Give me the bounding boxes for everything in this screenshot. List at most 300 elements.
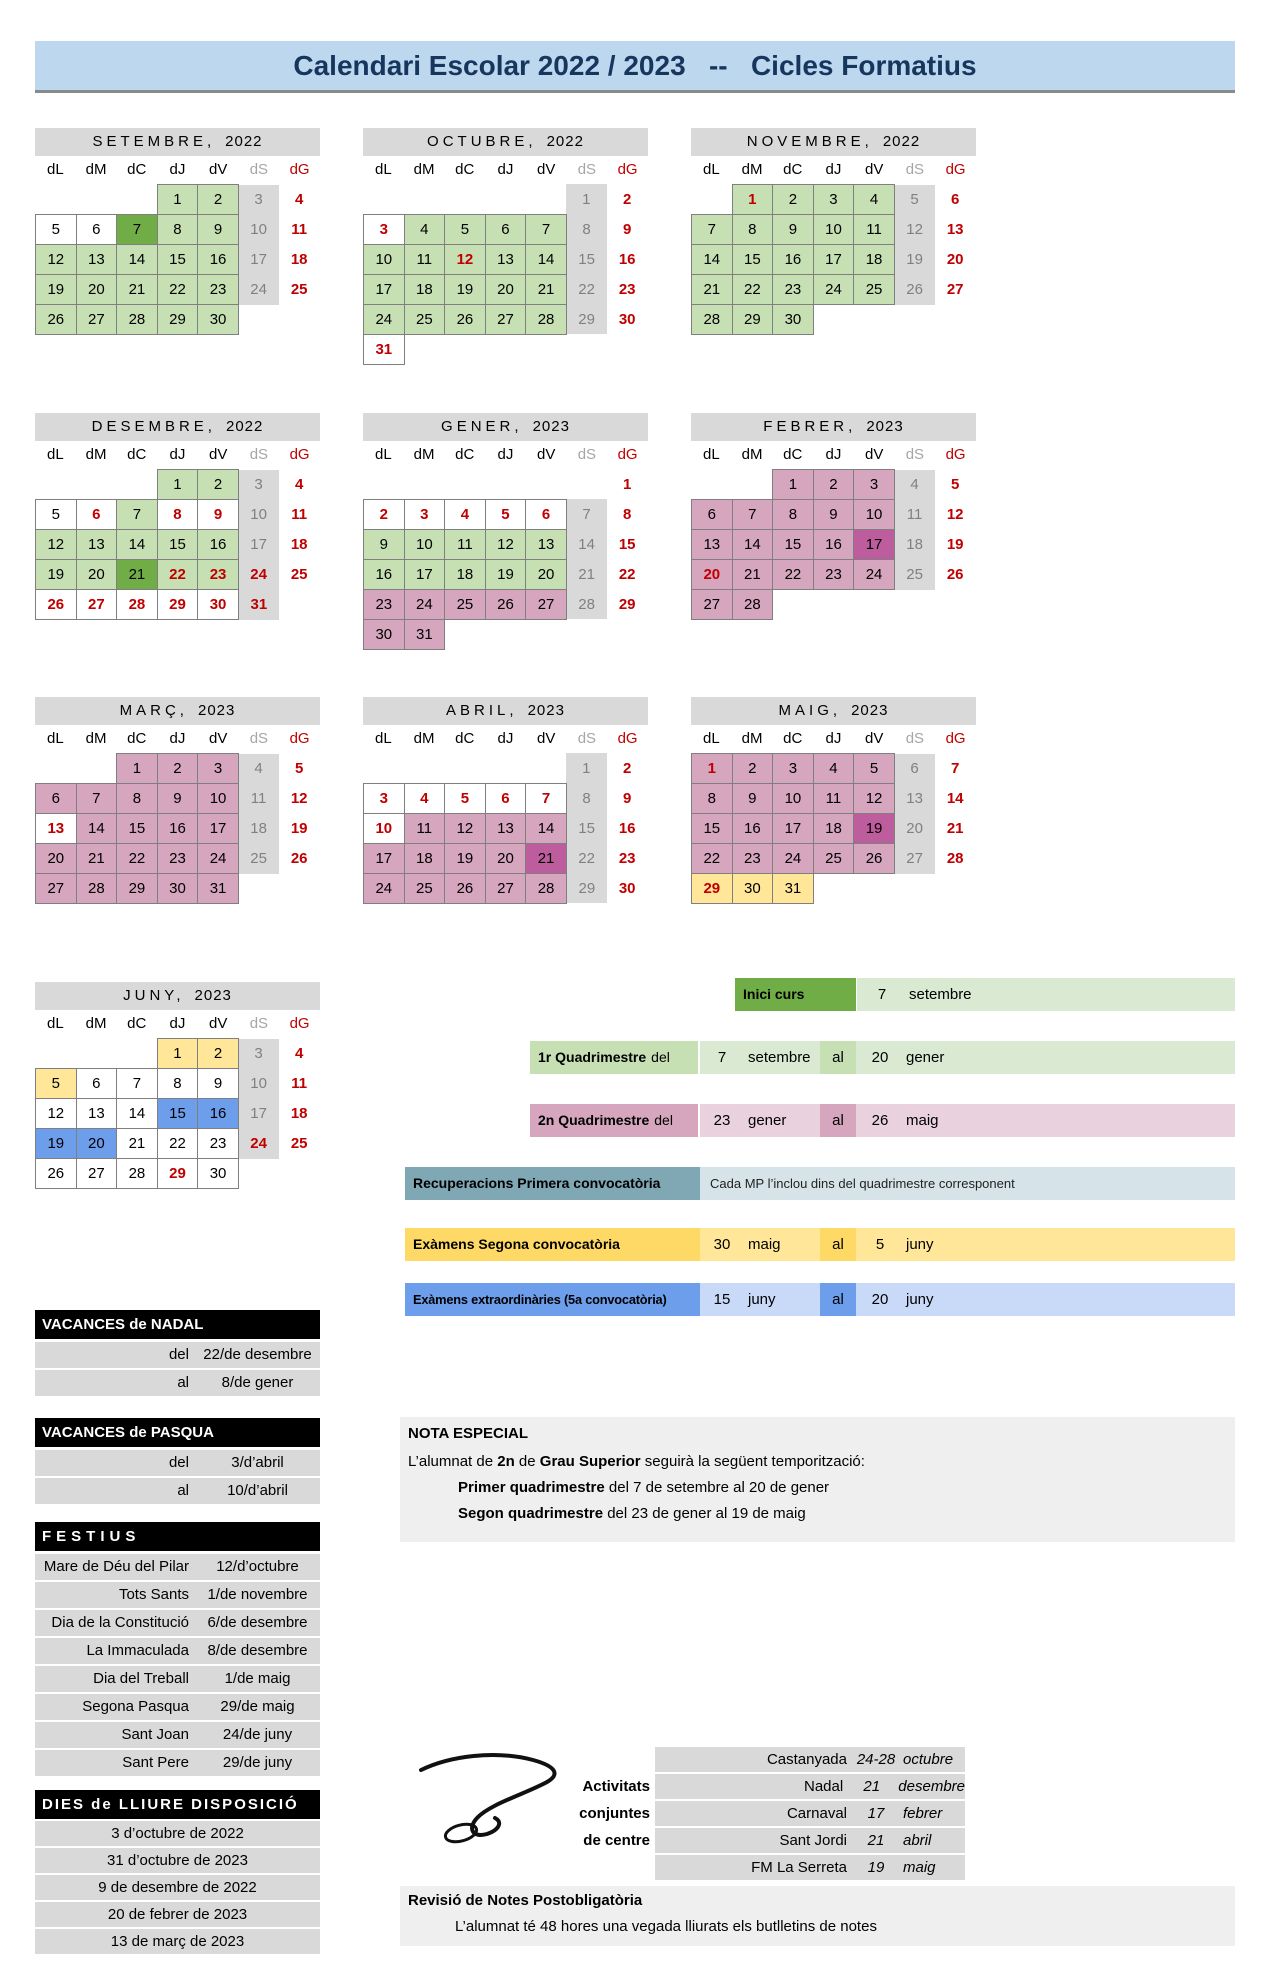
month-octubre [363,128,648,365]
weekday-label: dL [375,730,392,747]
month-title: MARÇ, 2023 [35,697,320,725]
day-cell [279,590,320,620]
day-cell: 8 [157,215,198,245]
day-cell: 23 [157,844,198,874]
day-cell: 4 [894,470,935,500]
q2-label [530,1104,698,1137]
festiu-name: La Immaculada [86,1642,189,1659]
q1-label-del: del [651,1049,670,1065]
festiu-date: 12/d’octubre [216,1558,299,1575]
weekday-label: dM [741,161,763,178]
day-cell: 8 [623,505,632,523]
range-row [35,1342,320,1368]
month-març [35,697,320,904]
day-cell [485,619,526,649]
lliure-disposicio-rows [35,1821,320,1956]
day-cell: 13 [946,221,964,238]
day-cell: 2 [732,754,773,784]
day-cell: 27 [485,304,526,334]
festiu-date: 24/de juny [222,1726,293,1743]
q2-end-month: maig [906,1112,939,1129]
day-cell: 15 [117,814,158,844]
day-cell: 27 [526,589,567,619]
festiu-name: Dia del Treball [93,1670,189,1687]
q2-start-day: 23 [713,1112,731,1129]
day-cell [36,185,77,215]
day-cell: 28 [692,305,733,335]
festiu-row [35,1694,320,1720]
weekday-label: dG [617,730,638,747]
day-cell [404,334,445,364]
day-cell: 24 [364,304,405,334]
day-cell: 5 [445,214,486,244]
segona-start-month: maig [748,1236,781,1253]
day-cell: 5 [295,760,304,777]
day-cell: 1 [773,470,814,500]
weekday-label: dV [536,446,556,463]
day-cell: 26 [445,304,486,334]
day-cell: 9 [623,220,632,238]
day-cell: 7 [117,500,158,530]
day-cell: 4 [854,185,895,215]
examens-segona-range [700,1228,1235,1261]
page-header [35,41,1235,93]
day-cell: 4 [404,214,445,244]
festiu-date: 6/de desembre [207,1614,308,1631]
day-cell [117,470,158,500]
range-value: 3/d’abril [231,1454,284,1471]
day-cell: 13 [485,813,526,843]
day-cell: 20 [76,275,117,305]
day-cell: 17 [854,530,895,560]
month-grid [363,753,648,904]
day-cell: 11 [404,244,445,274]
day-cell [607,619,648,649]
day-cell: 6 [951,191,960,208]
month-title: NOVEMBRE, 2022 [691,128,976,156]
festiu-date: 1/de maig [224,1670,291,1687]
weekday-label: dJ [169,161,186,178]
day-cell: 2 [198,470,239,500]
day-cell: 9 [364,529,405,559]
month-grid [35,469,320,620]
day-cell: 30 [364,619,405,649]
day-cell: 10 [773,784,814,814]
day-cell: 19 [854,814,895,844]
lliure-disposicio-date: 20 de febrer de 2023 [35,1902,320,1927]
weekday-label: dV [208,1015,228,1032]
day-cell: 25 [290,566,308,583]
day-cell: 1 [623,475,632,493]
day-cell: 7 [526,783,567,813]
day-cell [935,305,976,335]
day-cell: 28 [117,1159,158,1189]
day-cell: 24 [813,275,854,305]
weekday-label: dJ [825,161,842,178]
day-cell: 8 [157,1069,198,1099]
range-value: 22/de desembre [203,1346,312,1363]
day-cell: 18 [404,843,445,873]
day-cell: 18 [290,251,308,268]
weekday-label: dL [703,161,720,178]
activitats-label [555,1773,650,1854]
day-cell: 15 [692,814,733,844]
month-grid [363,469,648,650]
inici-curs-month: setembre [909,986,972,1003]
day-cell: 10 [198,784,239,814]
month-maig [691,697,976,904]
activitat-name: FM La Serreta [751,1859,847,1876]
day-cell: 23 [732,844,773,874]
festius-header: FESTIUS [35,1522,320,1551]
day-cell: 22 [618,565,636,583]
day-cell: 26 [485,589,526,619]
weekday-label: dC [127,1015,147,1032]
festiu-name: Sant Joan [121,1726,189,1743]
day-cell: 4 [295,1045,304,1062]
day-cell: 25 [445,589,486,619]
day-cell [364,184,405,214]
day-cell: 22 [157,1129,198,1159]
day-cell: 26 [290,850,308,867]
month-title: SETEMBRE, 2022 [35,128,320,156]
weekday-header [35,156,320,184]
day-cell: 2 [623,759,632,777]
day-cell: 6 [526,499,567,529]
nota-line-2: Primer quadrimestre del 7 de setembre al 20 de gener [458,1479,830,1496]
month-grid [35,1038,320,1189]
nota-especial-title: NOTA ESPECIAL [408,1425,529,1442]
day-cell: 16 [157,814,198,844]
extraordinaries-end-month: juny [906,1291,934,1308]
recuperacions-note [700,1167,1235,1200]
day-cell: 4 [404,783,445,813]
activitat-row [655,1801,965,1826]
day-cell: 18 [445,559,486,589]
day-cell: 1 [732,185,773,215]
segona-start-day: 30 [713,1236,731,1253]
weekday-label: dM [85,161,107,178]
weekday-label: dJ [169,730,186,747]
weekday-label: dC [783,730,803,747]
day-cell [76,1039,117,1069]
day-cell: 14 [117,1099,158,1129]
day-cell: 10 [854,500,895,530]
day-cell: 20 [76,560,117,590]
day-cell: 13 [36,814,77,844]
month-novembre [691,128,976,335]
day-cell: 15 [157,1099,198,1129]
day-cell: 25 [854,275,895,305]
day-cell: 26 [36,1159,77,1189]
day-cell: 10 [238,215,279,245]
examens-extraordinaries-label: Exàmens extraordinàries (5a convocatòria) [405,1283,700,1316]
day-cell: 28 [526,873,567,903]
festiu-row [35,1582,320,1608]
weekday-label: dM [413,730,435,747]
q1-range [700,1041,1235,1074]
weekday-label: dV [864,446,884,463]
activitat-day: 24-28 [856,1751,896,1768]
q1-label [530,1041,698,1074]
day-cell [566,469,607,499]
activitat-day: 17 [867,1805,885,1822]
weekday-label: dS [577,730,597,747]
day-cell: 6 [894,754,935,784]
day-cell [935,874,976,904]
day-cell: 13 [894,784,935,814]
day-cell: 29 [732,305,773,335]
day-cell [692,470,733,500]
weekday-label: dV [864,730,884,747]
day-cell: 19 [36,275,77,305]
festiu-date: 8/de desembre [207,1642,308,1659]
festiu-name: Segona Pasqua [82,1698,189,1715]
day-cell: 13 [485,244,526,274]
activitat-row [655,1774,965,1799]
day-cell: 10 [364,244,405,274]
day-cell: 6 [692,500,733,530]
day-cell: 29 [157,305,198,335]
day-cell: 23 [198,560,239,590]
weekday-label: dG [945,161,966,178]
weekday-label: dL [703,446,720,463]
activitat-name: Sant Jordi [779,1832,847,1849]
day-cell [526,619,567,649]
month-title: DESEMBRE, 2022 [35,413,320,441]
day-cell: 22 [157,275,198,305]
day-cell: 28 [117,305,158,335]
range-row [35,1370,320,1396]
day-cell: 12 [445,244,486,274]
weekday-label: dC [127,161,147,178]
day-cell: 11 [894,500,935,530]
day-cell: 15 [773,530,814,560]
day-cell: 29 [157,590,198,620]
day-cell: 16 [198,245,239,275]
lliure-disposicio-date: 31 d’octubre de 2023 [35,1848,320,1873]
weekday-label: dG [945,446,966,463]
day-cell: 8 [692,784,733,814]
q2-end-day: 26 [871,1112,889,1129]
day-cell [445,619,486,649]
day-cell: 12 [946,506,964,523]
day-cell: 22 [773,560,814,590]
day-cell: 6 [76,500,117,530]
day-cell: 8 [566,783,607,813]
day-cell: 13 [76,245,117,275]
weekday-label: dC [455,730,475,747]
weekday-label: dL [47,730,64,747]
day-cell: 29 [566,873,607,903]
extraordinaries-end-day: 20 [871,1291,889,1308]
day-cell: 20 [894,814,935,844]
day-cell: 19 [290,820,308,837]
day-cell: 23 [198,1129,239,1159]
day-cell: 21 [526,843,567,873]
day-cell: 4 [238,754,279,784]
day-cell: 30 [618,310,636,328]
day-cell [279,305,320,335]
day-cell: 8 [773,500,814,530]
weekday-label: dM [85,730,107,747]
day-cell [445,184,486,214]
day-cell: 12 [894,215,935,245]
day-cell: 12 [445,813,486,843]
activitats-label-line: conjuntes [579,1805,650,1822]
day-cell [813,305,854,335]
day-cell: 10 [238,500,279,530]
day-cell: 1 [566,184,607,214]
day-cell: 21 [526,274,567,304]
day-cell: 25 [290,281,308,298]
day-cell: 31 [404,619,445,649]
day-cell: 22 [566,843,607,873]
day-cell [445,469,486,499]
day-cell: 14 [732,530,773,560]
day-cell: 7 [951,760,960,777]
day-cell: 11 [854,215,895,245]
day-cell: 13 [76,1099,117,1129]
day-cell: 19 [894,245,935,275]
q1-end-day: 20 [871,1049,889,1066]
day-cell: 21 [76,844,117,874]
day-cell: 22 [157,560,198,590]
day-cell: 16 [198,1099,239,1129]
day-cell: 16 [364,559,405,589]
day-cell: 7 [526,214,567,244]
day-cell: 29 [618,595,636,613]
day-cell: 23 [198,275,239,305]
day-cell: 9 [198,215,239,245]
day-cell [445,753,486,783]
day-cell: 7 [76,784,117,814]
day-cell: 11 [291,1075,308,1092]
day-cell: 27 [946,281,964,298]
day-cell: 25 [238,844,279,874]
range-label: al [177,1482,189,1499]
month-title: JUNY, 2023 [35,982,320,1010]
day-cell: 29 [692,874,733,904]
day-cell [485,334,526,364]
weekday-label: dV [208,730,228,747]
weekday-label: dS [905,161,925,178]
day-cell: 21 [946,820,964,837]
month-grid [691,753,976,904]
day-cell: 3 [238,470,279,500]
day-cell [854,590,895,620]
day-cell [485,753,526,783]
weekday-header [691,725,976,753]
day-cell: 30 [198,1159,239,1189]
day-cell: 26 [36,590,77,620]
day-cell: 25 [404,304,445,334]
q1-label-bold: 1r Quadrimestre [538,1049,647,1065]
day-cell: 24 [198,844,239,874]
day-cell: 28 [526,304,567,334]
vacances-pasqua-rows [35,1450,320,1506]
day-cell: 21 [566,559,607,589]
day-cell: 9 [157,784,198,814]
day-cell: 27 [76,1159,117,1189]
day-cell: 28 [117,590,158,620]
day-cell: 2 [623,190,632,208]
day-cell: 30 [157,874,198,904]
day-cell: 19 [485,559,526,589]
day-cell: 17 [773,814,814,844]
weekday-label: dG [289,1015,310,1032]
day-cell: 3 [813,185,854,215]
month-grid [35,753,320,904]
day-cell: 3 [773,754,814,784]
weekday-label: dM [741,730,763,747]
range-row [35,1450,320,1476]
weekday-label: dG [945,730,966,747]
day-cell: 1 [157,185,198,215]
day-cell: 15 [566,813,607,843]
segona-al-label: al [820,1228,856,1261]
weekday-label: dC [127,446,147,463]
segona-end-day: 5 [875,1236,885,1253]
festius-rows [35,1554,320,1778]
day-cell [935,590,976,620]
day-cell [526,334,567,364]
weekday-label: dM [413,161,435,178]
day-cell [813,590,854,620]
festiu-row [35,1554,320,1580]
day-cell: 2 [198,1039,239,1069]
day-cell [607,334,648,364]
weekday-label: dC [127,730,147,747]
range-label: del [168,1346,189,1363]
weekday-label: dM [741,446,763,463]
day-cell: 27 [36,874,77,904]
day-cell: 27 [692,590,733,620]
day-cell: 24 [238,275,279,305]
weekday-label: dV [208,161,228,178]
day-cell [279,874,320,904]
day-cell: 21 [732,560,773,590]
month-setembre [35,128,320,335]
day-cell: 14 [566,529,607,559]
month-juny [35,982,320,1189]
month-grid [35,184,320,335]
weekday-header [35,441,320,469]
weekday-header [35,1010,320,1038]
day-cell: 27 [76,305,117,335]
day-cell: 12 [290,790,308,807]
day-cell [445,334,486,364]
day-cell: 9 [198,500,239,530]
weekday-label: dC [783,446,803,463]
day-cell: 29 [117,874,158,904]
activitat-name: Nadal [804,1778,844,1795]
weekday-label: dC [455,446,475,463]
day-cell [404,184,445,214]
activitat-row [655,1855,965,1880]
month-grid [691,469,976,620]
weekday-label: dL [47,446,64,463]
day-cell [813,874,854,904]
activitat-month: abril [903,1832,932,1849]
day-cell: 31 [238,590,279,620]
day-cell: 27 [894,844,935,874]
day-cell: 18 [290,1105,308,1122]
day-cell: 17 [364,274,405,304]
inici-curs-day: 7 [877,986,887,1003]
weekday-header [363,441,648,469]
day-cell: 25 [813,844,854,874]
